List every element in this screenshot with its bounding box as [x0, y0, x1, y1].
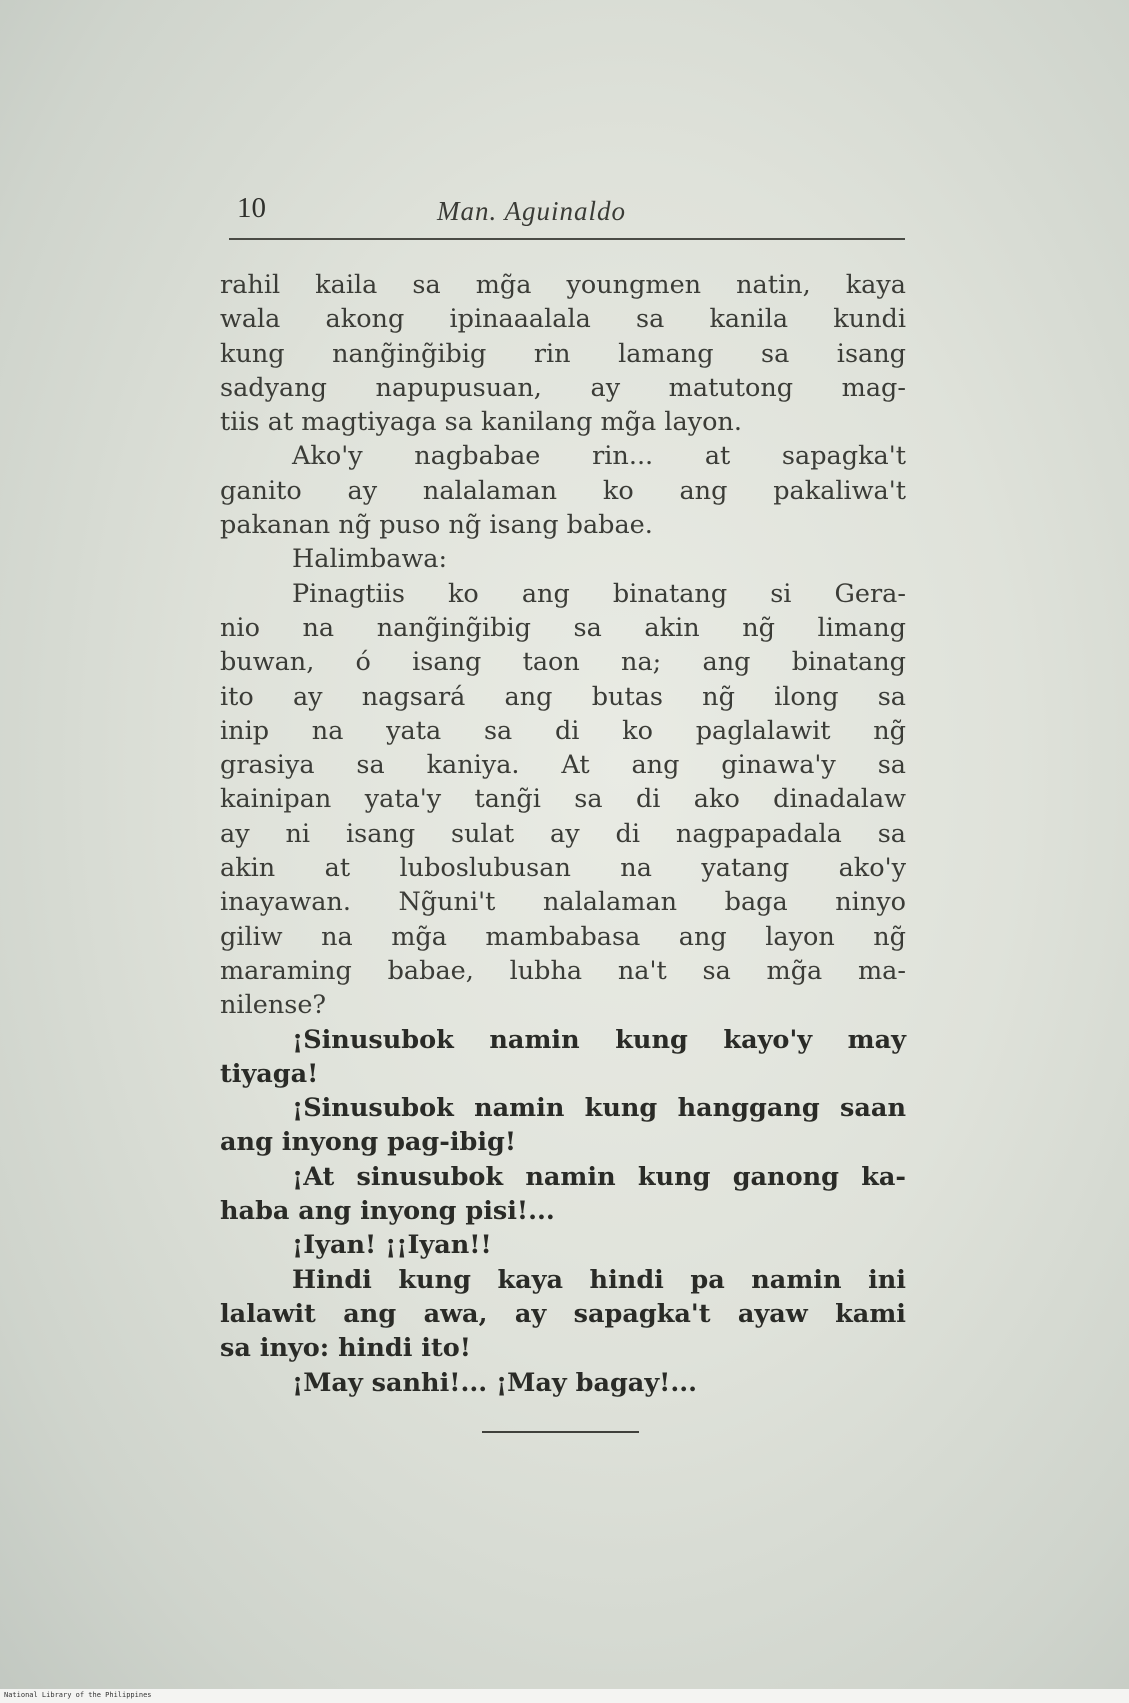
text-line: Ako'y nagbabae rin... at sapagka't — [292, 441, 906, 472]
text-line: ¡Iyan! ¡¡Iyan!! — [292, 1230, 492, 1261]
running-title: Man. Aguinaldo — [437, 196, 626, 226]
text-line: ¡Sinusubok namin kung kayo'y may — [292, 1024, 906, 1055]
text-line: Halimbawa: — [292, 544, 448, 575]
text-line: tiis at magtiyaga sa kanilang mg̃a layon. — [220, 407, 742, 438]
text-line: ito ay nagsará ang butas ng̃ ilong sa — [220, 681, 906, 712]
text-line: sadyang napupusuan, ay matutong mag- — [220, 372, 906, 403]
text-line: pakanan ng̃ puso ng̃ isang babae. — [220, 510, 653, 541]
body-text — [220, 268, 906, 1400]
text-line: akin at luboslubusan na yatang ako'y — [220, 853, 906, 884]
page-number: 10 — [237, 192, 266, 224]
text-line: nio na nang̃ing̃ibig sa akin ng̃ limang — [220, 612, 906, 643]
text-line: tiyaga! — [220, 1058, 319, 1089]
text-line: maraming babae, lubha na't sa mg̃a ma- — [220, 955, 906, 986]
text-line: kung nang̃ing̃ibig rin lamang sa isang — [220, 338, 906, 369]
text-line: ang inyong pag-ibig! — [220, 1127, 517, 1158]
text-line: ay ni isang sulat ay di nagpapadala sa — [220, 818, 906, 849]
text-line: inip na yata sa di ko paglalawit ng̃ — [220, 715, 906, 746]
text-line: sa inyo: hindi ito! — [220, 1333, 471, 1364]
text-line: lalawit ang awa, ay sapagka't ayaw kami — [220, 1298, 906, 1329]
text-line: haba ang inyong pisi!... — [220, 1196, 555, 1227]
text-line: ¡At sinusubok namin kung ganong ka- — [292, 1161, 906, 1192]
header-rule — [229, 238, 905, 240]
footer-strip — [0, 1689, 1129, 1703]
text-line: inayawan. Ng̃uni't nalalaman baga ninyo — [220, 887, 906, 918]
text-line: ¡May sanhi!... ¡May bagay!... — [292, 1367, 697, 1398]
text-line: wala akong ipinaaalala sa kanila kundi — [220, 304, 906, 335]
text-line: giliw na mg̃a mambabasa ang layon ng̃ — [220, 921, 906, 952]
text-line: grasiya sa kaniya. At ang ginawa'y sa — [220, 750, 906, 781]
footer-credit: National Library of the Philippines — [4, 1691, 152, 1699]
text-line: Pinagtiis ko ang binatang si Gera- — [292, 578, 906, 609]
text-line: ¡Sinusubok namin kung hanggang saan — [292, 1093, 906, 1124]
text-line: ganito ay nalalaman ko ang pakaliwa't — [220, 475, 906, 506]
text-line: Hindi kung kaya hindi pa namin ini — [292, 1264, 906, 1295]
text-line: buwan, ó isang taon na; ang binatang — [220, 647, 906, 678]
text-line: kainipan yata'y tang̃i sa di ako dinadalaw — [220, 784, 906, 815]
section-end-rule — [482, 1431, 639, 1433]
text-line: rahil kaila sa mg̃a youngmen natin, kaya — [220, 270, 906, 300]
text-line: nilense? — [220, 990, 327, 1021]
